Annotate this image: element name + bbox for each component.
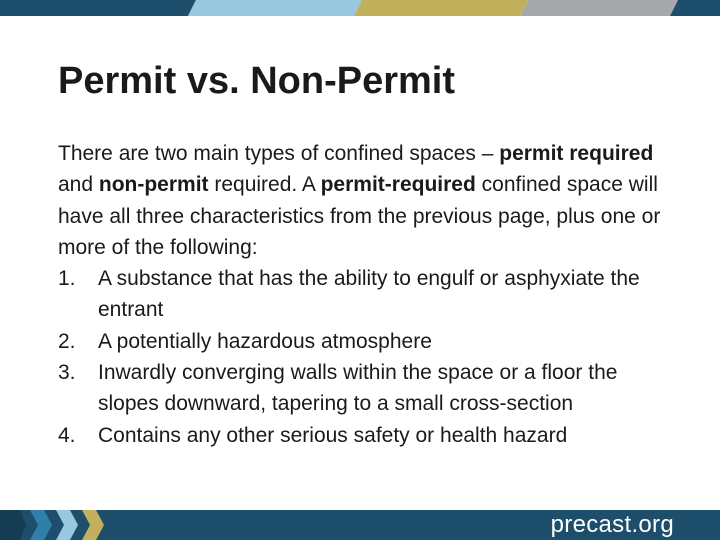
intro-text: There are two main types of confined spaces – <box>58 142 500 165</box>
list-item <box>58 263 668 326</box>
slide-body <box>58 138 668 451</box>
intro-text: confined space will have all three characteristics from the previous page, plus one or more of the following: <box>58 173 661 259</box>
list-item-number: 1. <box>58 267 76 291</box>
list-item-text: A potentially hazardous atmosphere <box>98 329 432 353</box>
slide-title: Permit vs. Non-Permit <box>58 60 455 102</box>
footer-bar <box>0 510 720 540</box>
top-color-stripe <box>0 0 720 16</box>
list-item-number: 3. <box>58 361 76 385</box>
list-item-text: Contains any other serious safety or health hazard <box>98 423 568 447</box>
intro-bold-term: permit-required <box>320 173 476 197</box>
list-item-number: 2. <box>58 329 76 353</box>
list-item-text: A substance that has the ability to engulf or asphyxiate the entrant <box>98 267 640 322</box>
intro-text: and <box>58 173 99 197</box>
list-item-text: Inwardly converging walls within the space or a floor the slopes downward, tapering to a small cross-section <box>98 361 618 416</box>
numbered-list <box>58 263 668 451</box>
list-item <box>58 326 668 357</box>
intro-bold-term: permit required <box>499 142 654 165</box>
intro-text: required. A <box>208 173 321 197</box>
list-item-number: 4. <box>58 423 76 447</box>
chevron-arrows-icon <box>0 510 110 540</box>
precast-logo[interactable]: precast.org <box>550 511 674 538</box>
list-item <box>58 420 668 451</box>
list-item <box>58 357 668 420</box>
intro-paragraph <box>58 138 668 263</box>
intro-bold-term: non-permit <box>98 173 209 197</box>
